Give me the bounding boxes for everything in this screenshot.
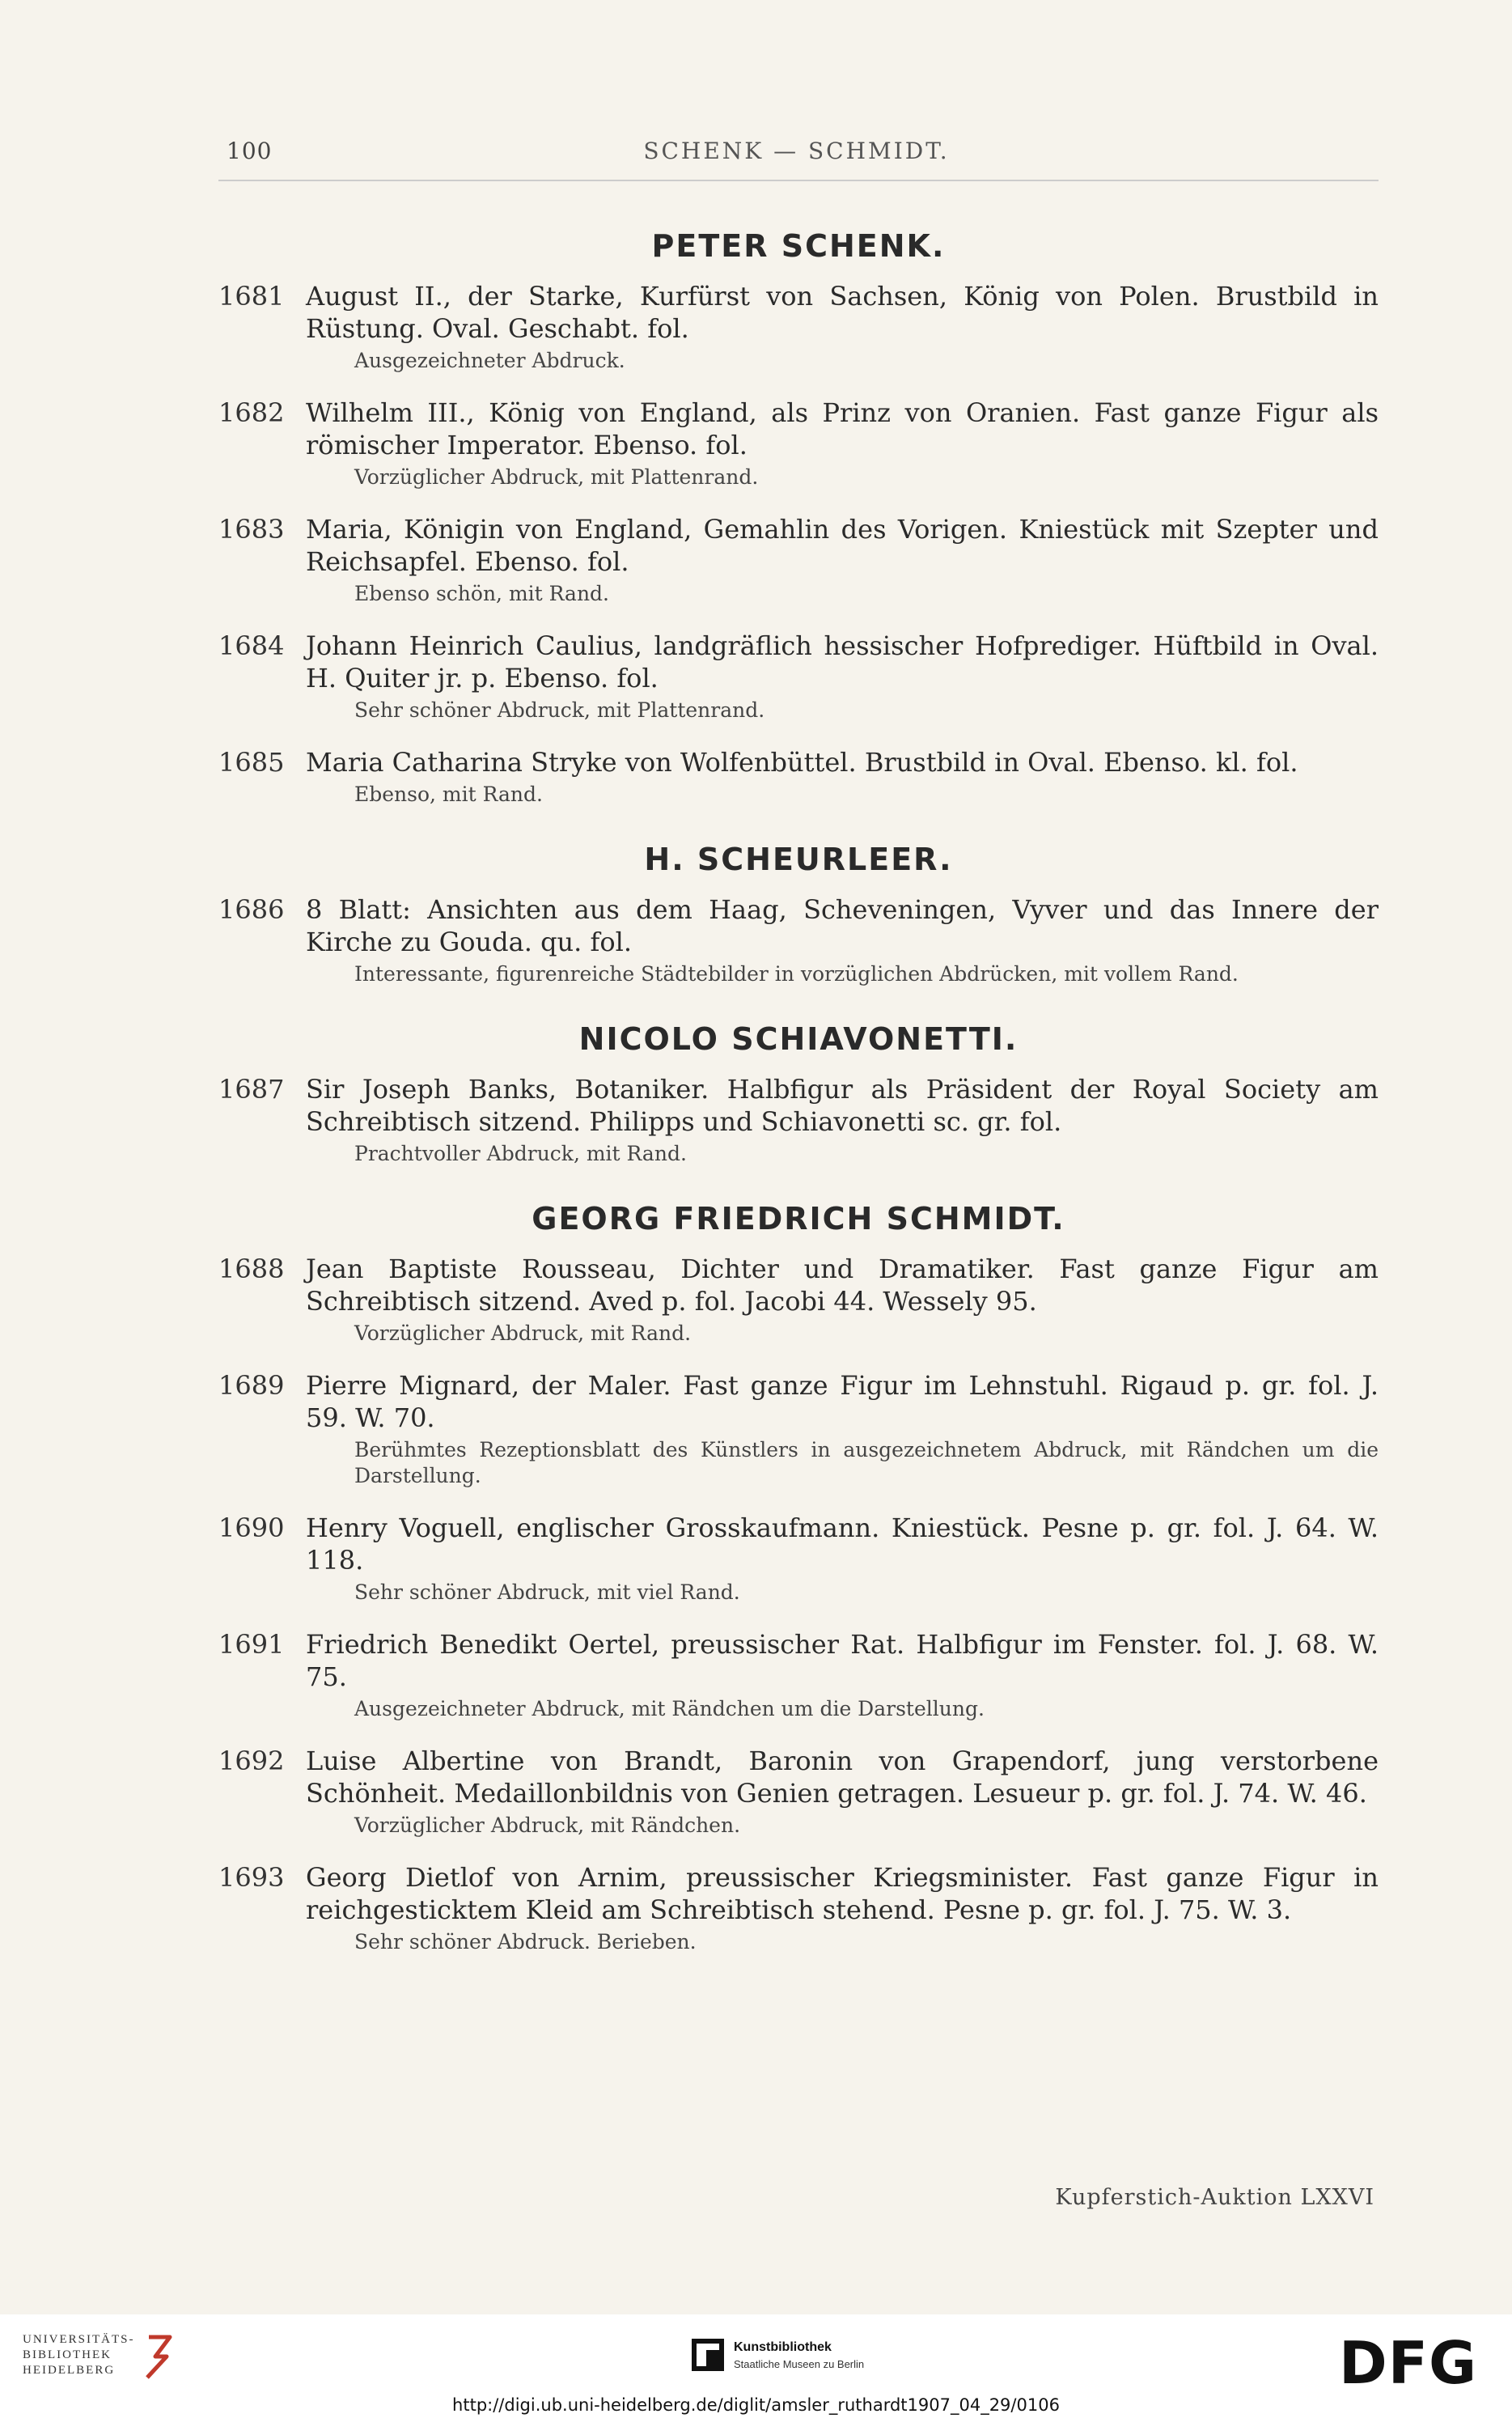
catalog-footer: Kupferstich-Auktion LXXVI xyxy=(1055,2185,1374,2210)
entry-description: Johann Heinrich Caulius, landgräflich hessischer Hofprediger. Hüftbild in Oval. H. Quiter jr. p. Ebenso. fol. xyxy=(306,630,1379,694)
section-heading: PETER SCHENK. xyxy=(651,228,946,264)
entry-description: Maria, Königin von England, Gemahlin des Vorigen. Kniestück mit Szepter und Reichsapfel. Ebenso. fol. xyxy=(306,514,1379,577)
running-head xyxy=(218,138,1374,170)
catalog-entry xyxy=(218,1512,1379,1606)
entry-note: Sehr schöner Abdruck, mit Plattenrand. xyxy=(354,698,765,722)
kunstbibliothek-name: Kunstbibliothek xyxy=(734,2340,832,2354)
entry-note: Interessante, figurenreiche Städtebilder in vorzüglichen Abdrücken, mit vollem Rand. xyxy=(354,962,1239,986)
university-name-line: UNIVERSITÄTS- xyxy=(23,2333,135,2346)
catalog-entry xyxy=(218,1253,1379,1347)
entry-note: Sehr schöner Abdruck, mit viel Rand. xyxy=(354,1580,740,1604)
lot-number: 1682 xyxy=(218,397,285,428)
section-heading: NICOLO SCHIAVONETTI. xyxy=(578,1021,1019,1057)
lot-number: 1683 xyxy=(218,514,285,545)
catalog-entry xyxy=(218,893,1379,987)
kunstbibliothek-icon xyxy=(692,2339,724,2371)
entry-note: Vorzüglicher Abdruck, mit Plattenrand. xyxy=(354,465,759,489)
lot-number: 1687 xyxy=(218,1074,285,1105)
entry-note: Sehr schöner Abdruck. Berieben. xyxy=(354,1930,697,1953)
entry-description: August II., der Starke, Kurfürst von Sachsen, König von Polen. Brustbild in Rüstung. Oval. Geschabt. fol. xyxy=(306,281,1379,344)
entry-description: Friedrich Benedikt Oertel, preussischer Rat. Halbfigur im Fenster. fol. J. 68. W. 75. xyxy=(306,1629,1379,1692)
permalink-url[interactable]: http://digi.ub.uni-heidelberg.de/diglit/amsler_ruthardt1907_04_29/0106 xyxy=(452,2395,1060,2415)
catalog-entry xyxy=(218,1369,1379,1489)
lot-number: 1684 xyxy=(218,630,285,661)
entry-note: Ausgezeichneter Abdruck. xyxy=(354,349,625,372)
dfg-logo[interactable]: DFG xyxy=(1339,2329,1478,2397)
entry-note: Ebenso, mit Rand. xyxy=(354,783,543,806)
entry-description: Wilhelm III., König von England, als Prinz von Oranien. Fast ganze Figur als römischer Imperator. Ebenso. fol. xyxy=(306,397,1379,460)
running-title: SCHENK — SCHMIDT. xyxy=(643,138,950,164)
entry-note: Berühmtes Rezeptionsblatt des Künstlers in ausgezeichnetem Abdruck, mit Rändchen um die Darstellung. xyxy=(354,1438,1379,1487)
entry-description: Henry Voguell, englischer Grosskaufmann. Kniestück. Pesne p. gr. fol. J. 64. W. 118. xyxy=(306,1512,1379,1576)
entry-description: Jean Baptiste Rousseau, Dichter und Dramatiker. Fast ganze Figur am Schreibtisch sitzend. Aved p. fol. Jacobi 44. Wessely 95. xyxy=(306,1254,1379,1317)
catalog-entry xyxy=(218,513,1379,607)
catalog-entry xyxy=(218,1745,1379,1839)
section-heading: H. SCHEURLEER. xyxy=(644,842,953,877)
lot-number: 1681 xyxy=(218,281,285,312)
entry-note: Vorzüglicher Abdruck, mit Rand. xyxy=(354,1321,692,1345)
catalog-content xyxy=(218,227,1379,1955)
entry-description: Luise Albertine von Brandt, Baronin von Grapendorf, jung verstorbene Schönheit. Medaillonbildnis von Genien getragen. Lesueur p. gr. fol. J. 74. W. 46. xyxy=(306,1746,1379,1809)
digitization-footer-bar xyxy=(0,2314,1512,2418)
catalog-entry xyxy=(218,280,1379,374)
catalog-entry xyxy=(218,746,1379,808)
entry-description: Georg Dietlof von Arnim, preussischer Kriegsminister. Fast ganze Figur in reichgesticktem Kleid am Schreibtisch stehend. Pesne p. gr. fol. J. 75. W. 3. xyxy=(306,1862,1379,1925)
catalog-entry xyxy=(218,397,1379,490)
entry-note: Ausgezeichneter Abdruck, mit Rändchen um die Darstellung. xyxy=(354,1697,985,1720)
lot-number: 1685 xyxy=(218,747,285,778)
header-rule xyxy=(218,180,1379,181)
lot-number: 1686 xyxy=(218,894,285,925)
entry-note: Ebenso schön, mit Rand. xyxy=(354,582,610,605)
lot-number: 1688 xyxy=(218,1254,285,1284)
lot-number: 1691 xyxy=(218,1629,285,1660)
catalog-entry xyxy=(218,1861,1379,1955)
entry-description: Pierre Mignard, der Maler. Fast ganze Figur im Lehnstuhl. Rigaud p. gr. fol. J. 59. W. 70. xyxy=(306,1370,1379,1433)
university-name-line: BIBLIOTHEK xyxy=(23,2348,112,2361)
lot-number: 1693 xyxy=(218,1862,285,1893)
lot-number: 1689 xyxy=(218,1370,285,1401)
entry-description: 8 Blatt: Ansichten aus dem Haag, Scheveningen, Vyver und das Innere der Kirche zu Gouda. qu. fol. xyxy=(306,894,1379,957)
catalog-entry xyxy=(218,630,1379,723)
lot-number: 1692 xyxy=(218,1746,285,1776)
kunstbibliothek-logo[interactable] xyxy=(692,2339,951,2387)
university-emblem-icon xyxy=(138,2332,180,2381)
kunstbibliothek-subtitle: Staatliche Museen zu Berlin xyxy=(734,2358,865,2370)
entry-description: Sir Joseph Banks, Botaniker. Halbfigur als Präsident der Royal Society am Schreibtisch sitzend. Philipps und Schiavonetti sc. gr. fol. xyxy=(306,1074,1379,1137)
catalog-entry xyxy=(218,1073,1379,1167)
catalog-entry xyxy=(218,1628,1379,1722)
section-heading: GEORG FRIEDRICH SCHMIDT. xyxy=(532,1201,1065,1237)
lot-number: 1690 xyxy=(218,1512,285,1543)
university-name-line: HEIDELBERG xyxy=(23,2364,116,2377)
page-number: 100 xyxy=(227,138,273,164)
entry-description: Maria Catharina Stryke von Wolfenbüttel. Brustbild in Oval. Ebenso. kl. fol. xyxy=(306,747,1298,778)
entry-note: Vorzüglicher Abdruck, mit Rändchen. xyxy=(354,1814,741,1837)
university-library-logo[interactable] xyxy=(23,2332,184,2381)
entry-note: Prachtvoller Abdruck, mit Rand. xyxy=(354,1142,687,1165)
